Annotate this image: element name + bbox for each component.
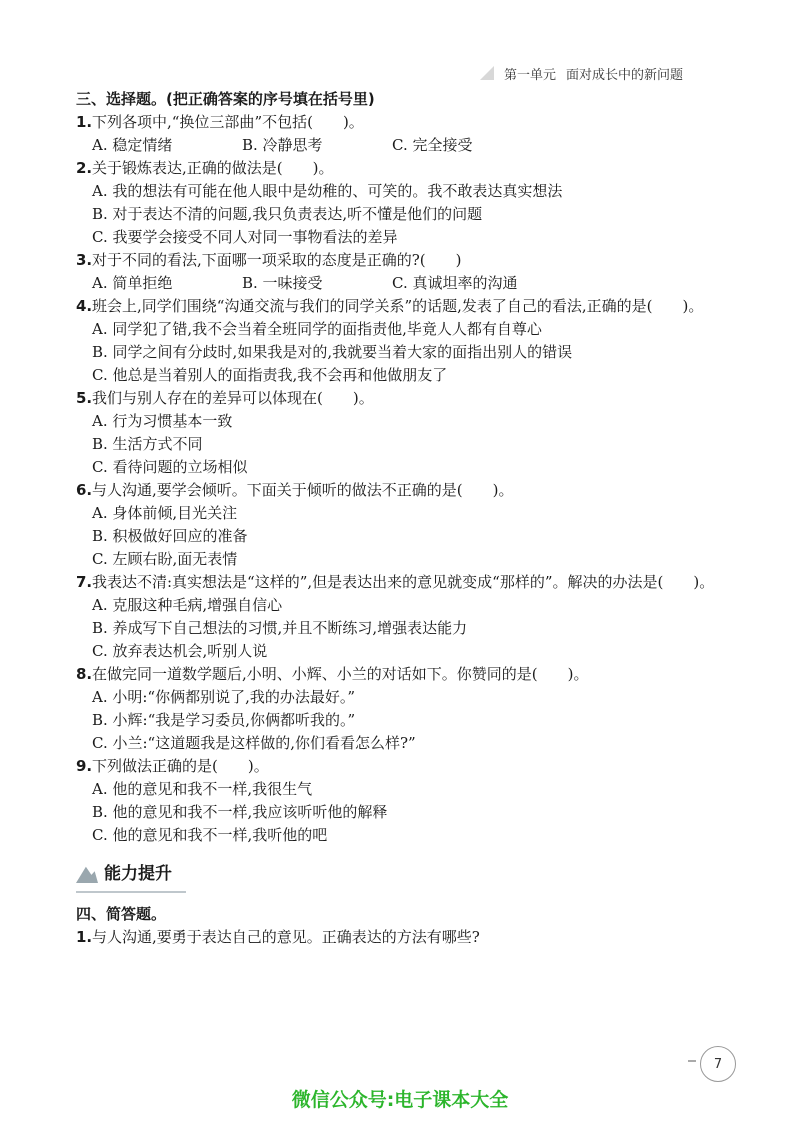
option-a[interactable]: A. 他的意见和我不一样,我很生气	[92, 780, 313, 798]
question-text: 对于不同的看法,下面哪一项采取的态度是正确的?( )	[92, 251, 462, 269]
option-b[interactable]: B. 生活方式不同	[92, 435, 203, 453]
option-b[interactable]: B. 冷静思考	[242, 136, 323, 154]
question-text: 我们与别人存在的差异可以体现在( )。	[92, 389, 374, 407]
question-text: 与人沟通,要学会倾听。下面关于倾听的做法不正确的是( )。	[92, 481, 514, 499]
question-5	[76, 387, 726, 410]
question-number: 7.	[76, 573, 93, 591]
question-6	[76, 479, 726, 502]
option-b[interactable]: B. 养成写下自己想法的习惯,并且不断练习,增强表达能力	[92, 619, 468, 637]
question-9	[76, 755, 726, 778]
main-content	[76, 88, 726, 949]
question-number: 2.	[76, 159, 93, 177]
question-text: 下列各项中,“换位三部曲”不包括( )。	[92, 113, 364, 131]
page-header	[480, 62, 720, 84]
section3-title: 三、选择题。(把正确答案的序号填在括号里)	[76, 90, 375, 108]
option-a[interactable]: A. 简单拒绝	[92, 274, 173, 292]
option-a[interactable]: A. 小明:“你俩都别说了,我的办法最好。”	[92, 688, 356, 706]
option-a[interactable]: A. 克服这种毛病,增强自信心	[92, 596, 283, 614]
question-number: 4.	[76, 297, 93, 315]
watermark: 微信公众号:电子课本大全	[291, 1089, 509, 1111]
question-7	[76, 571, 726, 594]
question-3	[76, 249, 726, 272]
question-number: 1.	[76, 113, 93, 131]
option-b[interactable]: B. 同学之间有分歧时,如果我是对的,我就要当着大家的面指出别人的错误	[92, 343, 573, 361]
question-8	[76, 663, 726, 686]
option-c[interactable]: C. 完全接受	[392, 136, 473, 154]
option-c[interactable]: C. 小兰:“这道题我是这样做的,你们看看怎么样?”	[92, 734, 416, 752]
question-number: 8.	[76, 665, 93, 683]
option-c[interactable]: C. 他的意见和我不一样,我听他的吧	[92, 826, 328, 844]
option-c[interactable]: C. 放弃表达机会,听别人说	[92, 642, 268, 660]
question-text: 下列做法正确的是( )。	[92, 757, 269, 775]
option-a[interactable]: A. 行为习惯基本一致	[92, 412, 233, 430]
option-b[interactable]: B. 一味接受	[242, 274, 323, 292]
ability-title: 能力提升	[104, 863, 172, 884]
option-c[interactable]: C. 左顾右盼,面无表情	[92, 550, 238, 568]
page-number: 7	[700, 1046, 736, 1082]
question-2	[76, 157, 726, 180]
options-row	[76, 134, 726, 157]
question-1	[76, 111, 726, 134]
question-number: 3.	[76, 251, 93, 269]
page-number-decoration	[688, 1060, 696, 1062]
ability-underline	[76, 891, 186, 893]
option-a[interactable]: A. 稳定情绪	[92, 136, 173, 154]
option-b[interactable]: B. 对于表达不清的问题,我只负责表达,听不懂是他们的问题	[92, 205, 483, 223]
question-text: 在做完同一道数学题后,小明、小辉、小兰的对话如下。你赞同的是( )。	[92, 665, 589, 683]
option-a[interactable]: A. 身体前倾,目光关注	[92, 504, 238, 522]
question-4	[76, 295, 726, 318]
option-a[interactable]: A. 同学犯了错,我不会当着全班同学的面指责他,毕竟人人都有自尊心	[92, 320, 542, 338]
question-text: 与人沟通,要勇于表达自己的意见。正确表达的方法有哪些?	[92, 928, 480, 946]
option-b[interactable]: B. 小辉:“我是学习委员,你俩都听我的。”	[92, 711, 356, 729]
option-b[interactable]: B. 他的意见和我不一样,我应该听听他的解释	[92, 803, 388, 821]
ability-heading	[76, 859, 726, 889]
option-c[interactable]: C. 我要学会接受不同人对同一事物看法的差异	[92, 228, 398, 246]
option-b[interactable]: B. 积极做好回应的准备	[92, 527, 248, 545]
question-number: 9.	[76, 757, 93, 775]
question-text: 我表达不清:真实想法是“这样的”,但是表达出来的意见就变成“那样的”。解决的办法是( )。	[92, 573, 715, 591]
section4-title: 四、简答题。	[76, 905, 167, 923]
option-a[interactable]: A. 我的想法有可能在他人眼中是幼稚的、可笑的。我不敢表达真实想法	[92, 182, 563, 200]
option-c[interactable]: C. 他总是当着别人的面指责我,我不会再和他做朋友了	[92, 366, 448, 384]
mountain-icon	[76, 865, 98, 883]
option-c[interactable]: C. 真诚坦率的沟通	[392, 274, 518, 292]
header-topic: 面对成长中的新问题	[566, 67, 684, 83]
option-c[interactable]: C. 看待问题的立场相似	[92, 458, 248, 476]
options-row	[76, 272, 726, 295]
header-triangle-icon	[480, 66, 494, 80]
question-text: 关于锻炼表达,正确的做法是( )。	[92, 159, 334, 177]
question-number: 1.	[76, 928, 93, 946]
question-number: 6.	[76, 481, 93, 499]
question-text: 班会上,同学们围绕“沟通交流与我们的同学关系”的话题,发表了自己的看法,正确的是( )。	[92, 297, 704, 315]
short-question-1	[76, 926, 726, 949]
question-number: 5.	[76, 389, 93, 407]
header-unit: 第一单元	[504, 67, 557, 83]
